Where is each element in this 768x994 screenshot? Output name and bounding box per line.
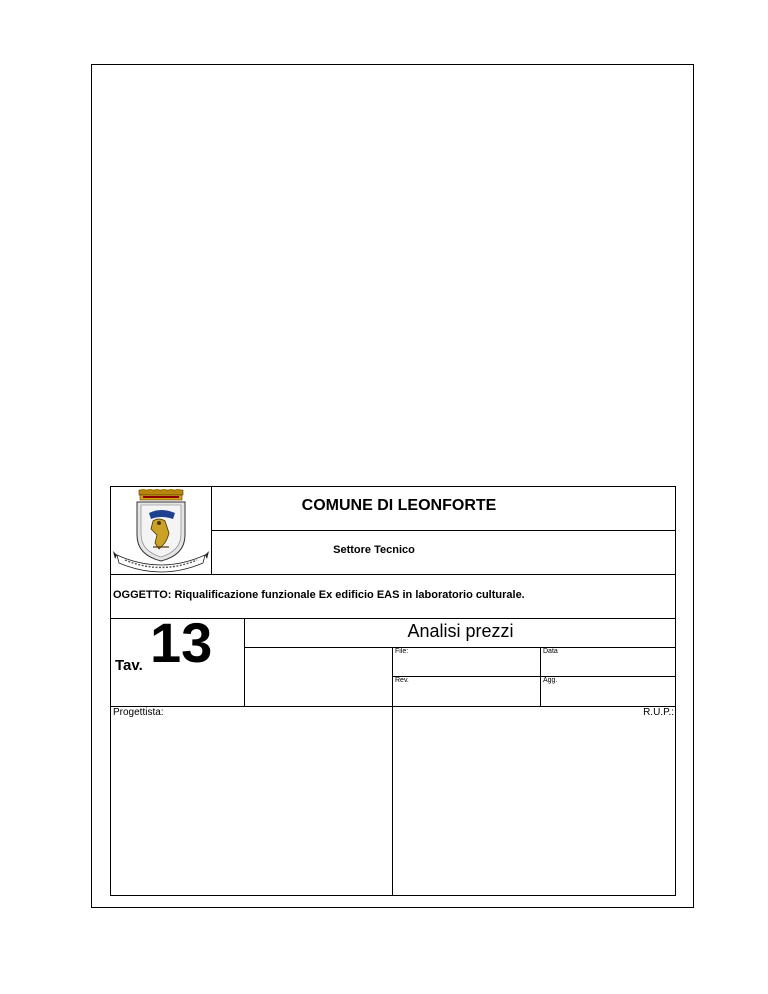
- date-field-label: Data: [543, 648, 558, 655]
- header-bottom-rule: [110, 574, 676, 575]
- header-mid-rule: [211, 530, 676, 531]
- project-subject: OGGETTO: Riqualificazione funzionale Ex edificio EAS in laboratorio culturale.: [113, 589, 525, 601]
- fields-mid-rule: [392, 676, 676, 677]
- department-name: Settore Tecnico: [333, 544, 415, 556]
- fields-mid-divider: [540, 647, 541, 707]
- rup-label: R.U.P.:: [643, 707, 674, 718]
- tav-label: Tav.: [115, 657, 143, 674]
- crown-icon: [139, 489, 183, 500]
- shield-icon: [137, 502, 185, 561]
- file-field-label: File:: [395, 648, 409, 655]
- title-bottom-rule: [244, 647, 676, 648]
- fields-left-divider: [392, 647, 393, 707]
- revision-field-label: Rev.: [395, 677, 409, 684]
- municipal-coat-of-arms: [113, 489, 209, 573]
- municipality-name: COMUNE DI LEONFORTE: [301, 497, 497, 514]
- tav-number: 13: [150, 611, 213, 674]
- designer-label: Progettista:: [113, 707, 164, 718]
- update-field-label: Agg.: [543, 677, 558, 684]
- signature-divider: [392, 706, 393, 896]
- document-title: Analisi prezzi: [407, 621, 514, 641]
- info-bottom-rule: [110, 706, 676, 707]
